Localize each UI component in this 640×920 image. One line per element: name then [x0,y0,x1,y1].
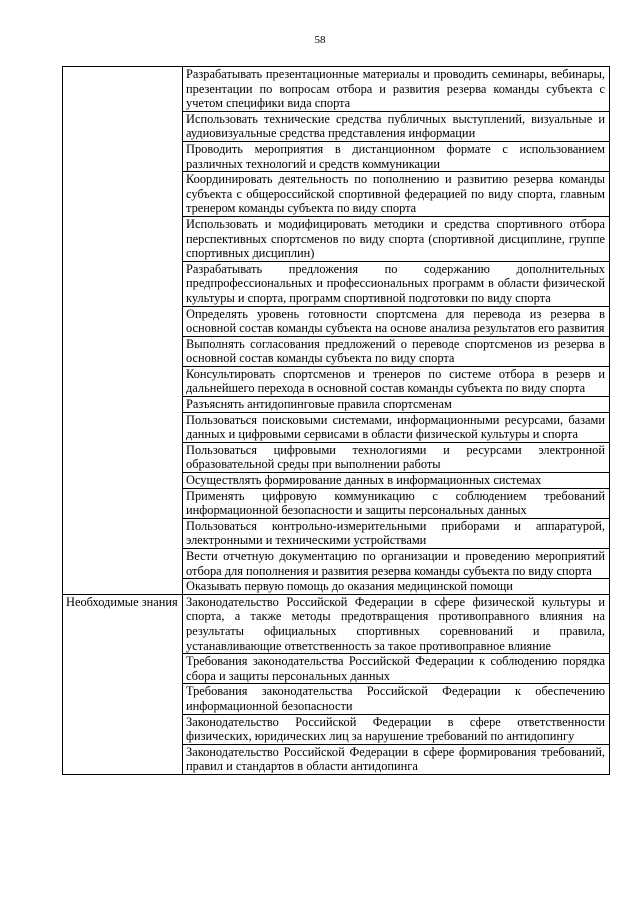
table-row [63,594,610,653]
section-label-knowledge: Необходимые знания [63,594,183,774]
table-cell: Пользоваться контрольно-измерительными приборами и аппаратурой, электронными и техническими устройствами [183,518,610,548]
table-cell: Определять уровень готовности спортсмена для перевода из резерва в основной состав команды субъекта на основе анализа результатов его развития [183,306,610,336]
table-cell: Разъяснять антидопинговые правила спортсменам [183,397,610,413]
table-cell: Применять цифровую коммуникацию с соблюдением требований информационной безопасности и защиты персональных данных [183,488,610,518]
page-number: 58 [314,34,326,46]
table-cell: Осуществлять формирование данных в информационных системах [183,473,610,489]
table-cell: Разрабатывать предложения по содержанию дополнительных предпрофессиональных и профессиональных программ в области физической культуры и спорта, программ спортивной подготовки по виду спорта [183,261,610,306]
section-label-cell [63,67,183,595]
requirements-table [62,66,610,775]
table-cell: Требования законодательства Российской Федерации к обеспечению информационной безопасности [183,684,610,714]
table-cell: Использовать и модифицировать методики и средства спортивного отбора перспективных спортсменов по виду спорта (спортивной дисциплине, группе спортивных дисциплин) [183,216,610,261]
table-cell: Пользоваться цифровыми технологиями и ресурсами электронной образовательной среды при выполнении работы [183,442,610,472]
table-row [63,67,610,112]
table-cell: Консультировать спортсменов и тренеров по системе отбора в резерв и дальнейшего перехода в основной состав команды субъекта по виду спорта [183,366,610,396]
table-cell: Вести отчетную документацию по организации и проведению мероприятий отбора для пополнения и развития резерва команды субъекта по виду спорта [183,549,610,579]
table-cell: Выполнять согласования предложений о переводе спортсменов из резерва в основной состав команды субъекта по виду спорта [183,336,610,366]
table-cell: Координировать деятельность по пополнению и развитию резерва команды субъекта с общероссийской спортивной федерацией по виду спорта, главным тренером команды субъекта по виду спорта [183,172,610,217]
table-cell: Проводить мероприятия в дистанционном формате с использованием различных технологий и средств коммуникации [183,141,610,171]
table-cell: Законодательство Российской Федерации в сфере физической культуры и спорта, а также методы предотвращения противоправного влияния на результаты официальных спортивных соревнований и правила, устанавливающие ответственность за такое противоправное влияние [183,594,610,653]
table-cell: Требования законодательства Российской Федерации к соблюдению порядка сбора и защиты персональных данных [183,654,610,684]
table-cell: Пользоваться поисковыми системами, информационными ресурсами, базами данных и цифровыми сервисами в области физической культуры и спорта [183,412,610,442]
table-cell: Законодательство Российской Федерации в сфере формирования требований, правил и стандартов в области антидопинга [183,744,610,774]
table-cell: Разрабатывать презентационные материалы и проводить семинары, вебинары, презентации по вопросам отбора и развития резерва команды субъекта с учетом специфики вида спорта [183,67,610,112]
requirements-table-body [63,67,610,775]
table-cell: Оказывать первую помощь до оказания медицинской помощи [183,579,610,595]
table-cell: Использовать технические средства публичных выступлений, визуальные и аудиовизуальные средства представления информации [183,111,610,141]
table-cell: Законодательство Российской Федерации в сфере ответственности физических, юридических лиц за нарушение требований по антидопингу [183,714,610,744]
